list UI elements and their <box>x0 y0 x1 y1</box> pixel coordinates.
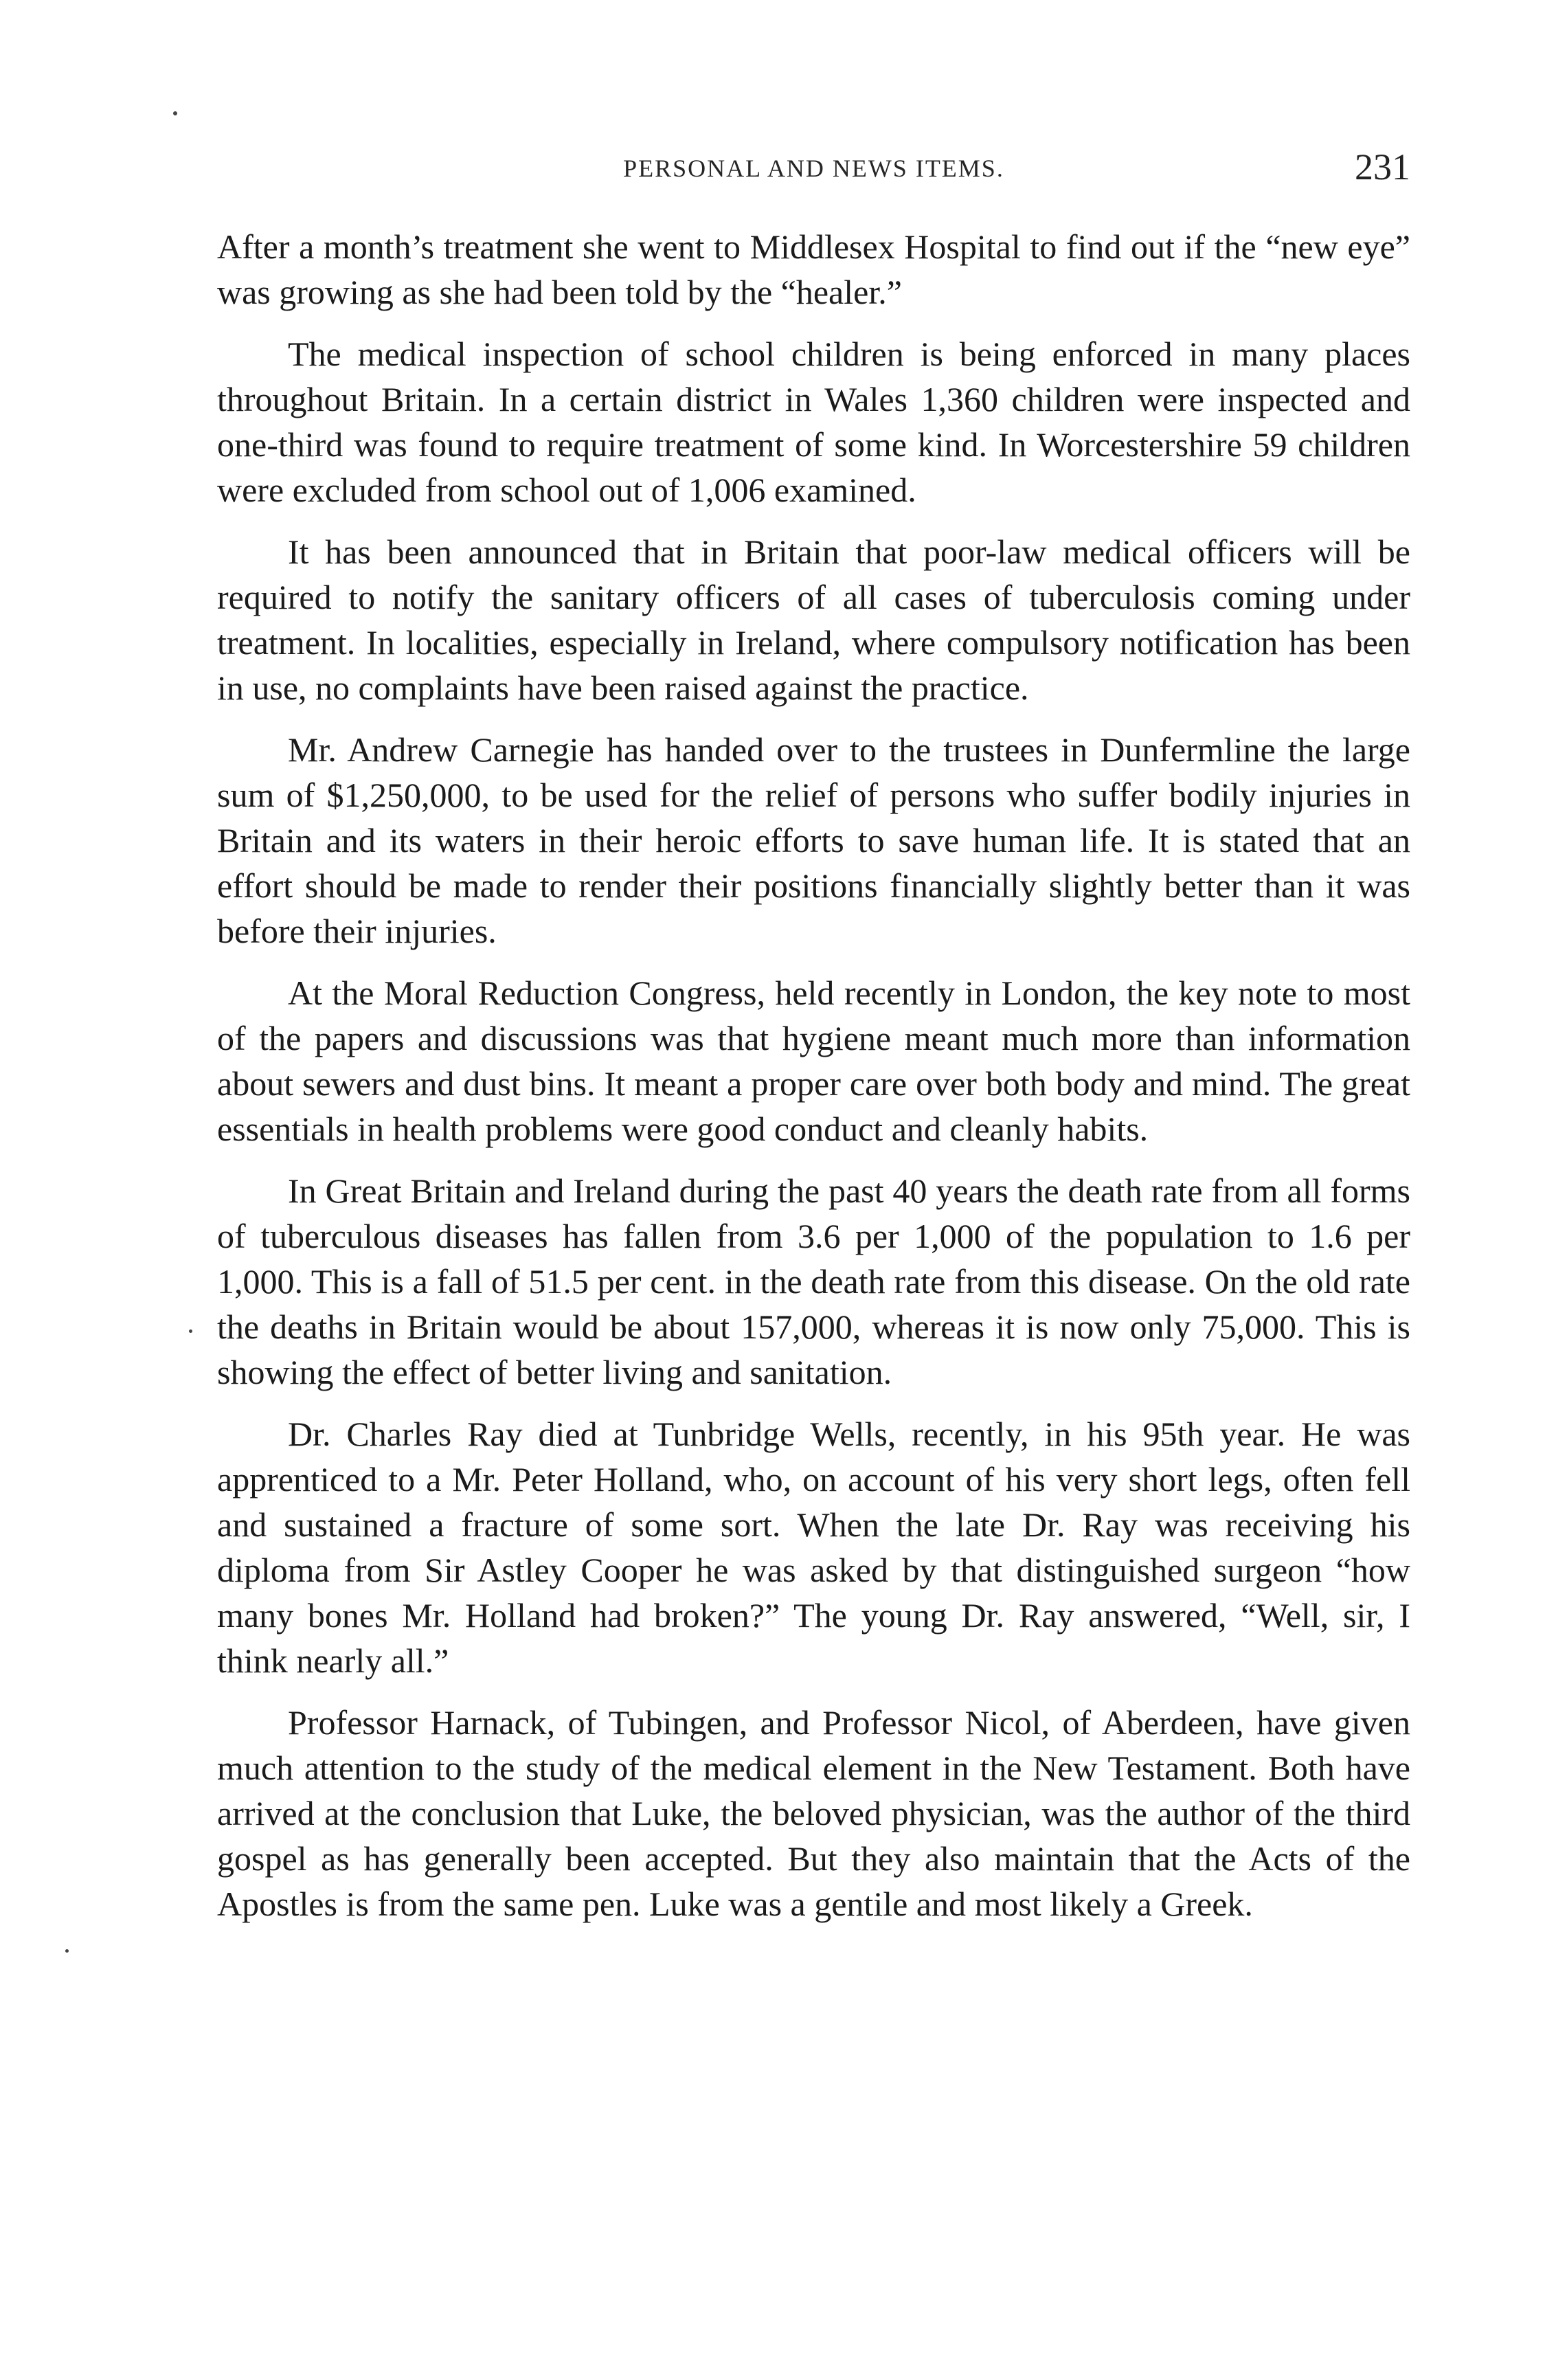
running-title: PERSONAL AND NEWS ITEMS. <box>623 155 1004 182</box>
margin-speck <box>173 111 177 115</box>
paragraph: The medical inspection of school children is being enforced in many places throughout Britain. In a certain district in Wales 1,360 children were inspected and one-third was found to require treatment of some kind. In Worcestershire 59 children were excluded from school out of 1,006 examined. <box>217 335 1410 509</box>
margin-speck <box>65 1949 69 1953</box>
paragraph: It has been announced that in Britain that poor-law medical officers will be required to notify the sanitary officers of all cases of tuberculosis coming under treatment. In localities, especially in Ireland, where compulsory notification has been in use, no complaints have been raised against the practice. <box>217 532 1410 707</box>
paragraph: Professor Harnack, of Tubingen, and Professor Nicol, of Aberdeen, have given much attention to the study of the medical element in the New Testament. Both have arrived at the conclusion that Luke, the beloved physician, was the author of the third gospel as has generally been accepted. But they also maintain that the Acts of the Apostles is from the same pen. Luke was a gentile and most likely a Greek. <box>217 1703 1410 1923</box>
margin-speck <box>189 1329 192 1333</box>
page-number: 231 <box>1355 146 1410 188</box>
paragraph: At the Moral Reduction Congress, held recently in London, the key note to most of the papers and discussions was that hygiene meant much more than information about sewers and dust bins. It meant a proper care over both body and mind. The great essentials in health problems were good conduct and cleanly habits. <box>217 974 1410 1148</box>
paragraph: Dr. Charles Ray died at Tunbridge Wells, recently, in his 95th year. He was apprenticed to a Mr. Peter Holland, who, on account of his very short legs, often fell and sustained a fracture of some sort. When the late Dr. Ray was receiving his diploma from Sir Astley Cooper he was asked by that distinguished surgeon “how many bones Mr. Holland had broken?” The young Dr. Ray answered, “Well, sir, I think nearly all.” <box>217 1415 1410 1680</box>
running-header <box>217 146 1410 194</box>
paragraph: Mr. Andrew Carnegie has handed over to the trustees in Dunfermline the large sum of $1,250,000, to be used for the relief of persons who suffer bodily injuries in Britain and its waters in their heroic efforts to save human life. It is stated that an effort should be made to render their positions financially slightly better than it was before their injuries. <box>217 730 1410 950</box>
paragraph: In Great Britain and Ireland during the past 40 years the death rate from all forms of tuberculous diseases has fallen from 3.6 per 1,000 of the population to 1.6 per 1,000. This is a fall of 51.5 per cent. in the death rate from this disease. On the old rate the deaths in Britain would be about 157,000, whereas it is now only 75,000. This is showing the effect of better living and sanitation. <box>217 1171 1410 1391</box>
paragraph: After a month’s treatment she went to Middlesex Hospital to find out if the “new eye” was growing as she had been told by the “healer.” <box>217 227 1410 311</box>
article-body <box>217 224 1410 1927</box>
